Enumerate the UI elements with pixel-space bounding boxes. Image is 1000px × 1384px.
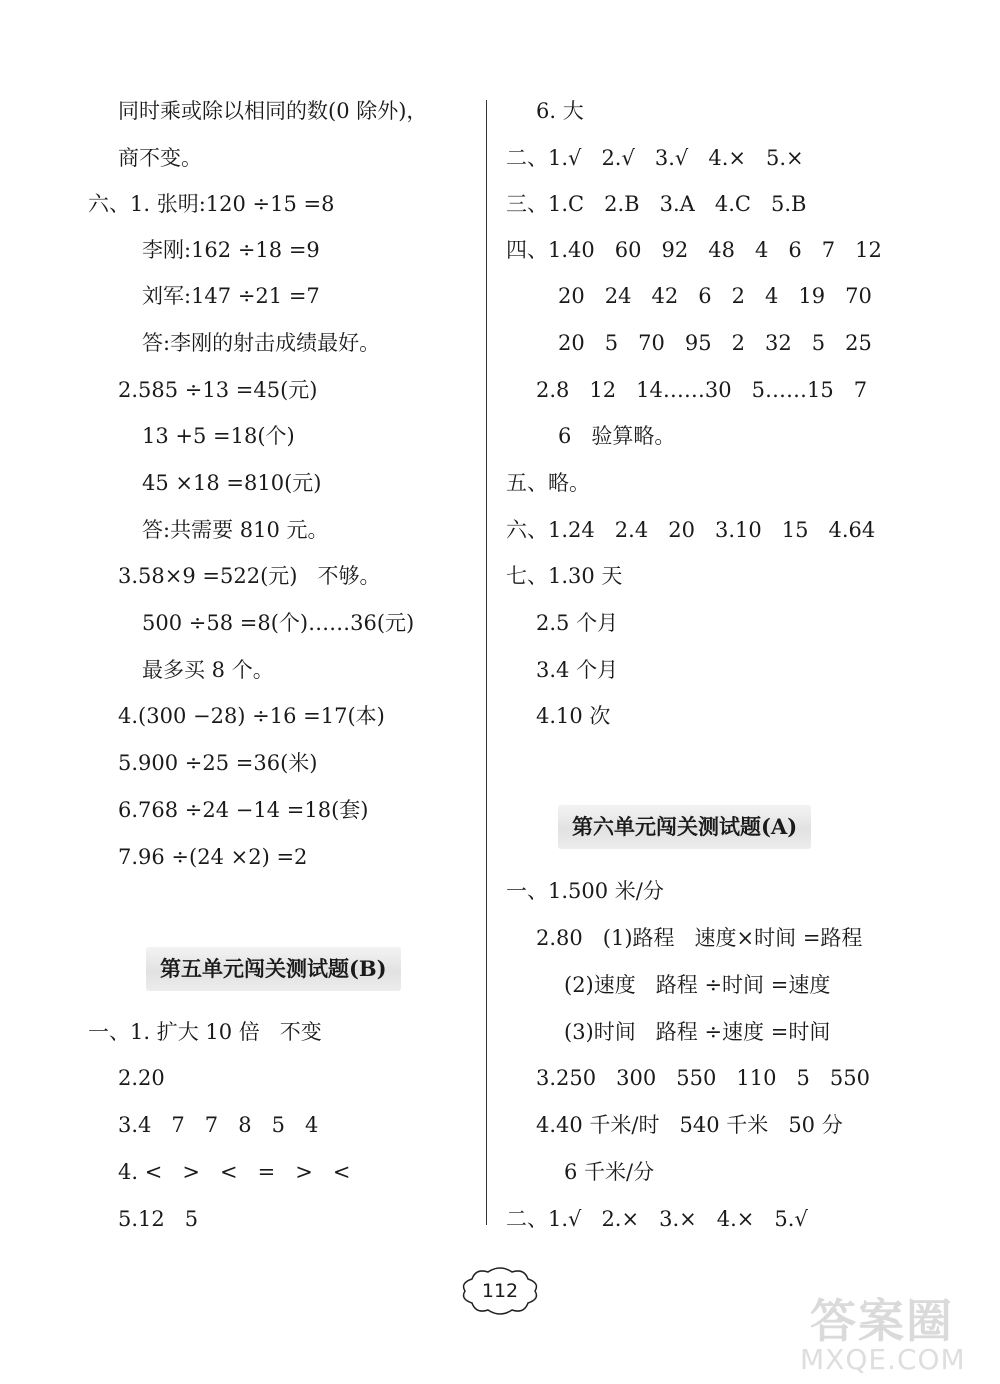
text-line: 5.12 5 [118,1207,199,1231]
text-line: 4.(300 −28) ÷16 =17(本) [118,704,385,728]
text-line: 三、1.C 2.B 3.A 4.C 5.B [506,192,807,216]
text-line: 七、1.30 天 [506,564,623,588]
text-line: 答:李刚的射击成绩最好。 [142,331,381,355]
text-line: 2.20 [118,1066,165,1090]
watermark [800,1285,995,1380]
text-line: 7.96 ÷(24 ×2) =2 [118,845,308,869]
text-line: 六、1. 张明:120 ÷15 =8 [88,192,335,216]
text-line: 二、1.√ 2.× 3.× 4.× 5.√ [506,1207,808,1231]
text-line: 500 ÷58 =8(个)……36(元) [142,611,415,635]
text-line: 3.4 个月 [536,658,619,682]
text-line: 4.10 次 [536,704,611,728]
watermark-logo-text: 答案圈 [810,1294,954,1348]
text-line: 五、略。 [506,471,590,495]
text-line: 20 5 70 95 2 32 5 25 [558,331,872,355]
text-line: 2.8 12 14……30 5……15 7 [536,378,868,402]
text-line: (2)速度 路程 ÷时间 =速度 [564,973,831,997]
text-line: 一、1.500 米/分 [506,879,664,903]
section-title: 第五单元闯关测试题(B) [146,947,401,991]
text-line: 13 +5 =18(个) [142,424,295,448]
text-line: 3.58×9 =522(元) 不够。 [118,564,381,588]
text-line: 3.4 7 7 8 5 4 [118,1113,319,1137]
text-line: 2.585 ÷13 =45(元) [118,378,318,402]
text-line: 2.80 (1)路程 速度×时间 =路程 [536,926,863,950]
section-title: 第六单元闯关测试题(A) [558,805,811,849]
text-line: 刘军:147 ÷21 =7 [142,284,320,308]
text-line: 3.250 300 550 110 5 550 [536,1066,870,1090]
watermark-url: MXQE.COM [800,1343,966,1376]
text-line: 最多买 8 个。 [142,658,274,682]
column-divider [486,100,487,1225]
page-number: 112 [481,1280,519,1302]
text-line: (3)时间 路程 ÷速度 =时间 [564,1020,831,1044]
text-line: 6 千米/分 [564,1160,655,1184]
text-line: 一、1. 扩大 10 倍 不变 [88,1020,322,1044]
text-line: 6 验算略。 [558,424,676,448]
text-line: 李刚:162 ÷18 =9 [142,238,320,262]
page-number-badge [458,1265,542,1317]
text-line: 商不变。 [118,146,202,170]
text-line: 6. 大 [536,99,584,123]
text-line: 同时乘或除以相同的数(0 除外)， [118,99,428,123]
text-line: 5.900 ÷25 =36(米) [118,751,318,775]
text-line: 答:共需要 810 元。 [142,518,329,542]
text-line: 6.768 ÷24 −14 =18(套) [118,798,369,822]
text-line: 二、1.√ 2.√ 3.√ 4.× 5.× [506,146,804,170]
text-line: 2.5 个月 [536,611,619,635]
text-line: 20 24 42 6 2 4 19 70 [558,284,872,308]
text-line: 4. < > < = > < [118,1160,351,1184]
text-line: 六、1.24 2.4 20 3.10 15 4.64 [506,518,876,542]
text-line: 4.40 千米/时 540 千米 50 分 [536,1113,843,1137]
text-line: 四、1.40 60 92 48 4 6 7 12 [506,238,882,262]
text-line: 45 ×18 =810(元) [142,471,322,495]
